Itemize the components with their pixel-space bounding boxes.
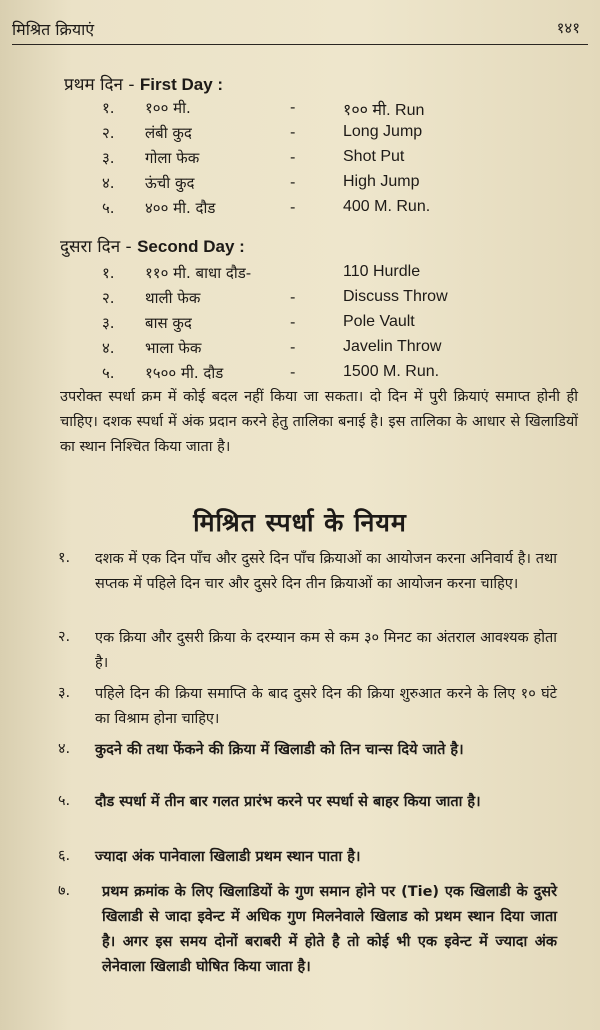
event-english: १०० मी. Run — [343, 102, 425, 119]
event-english: Javelin Throw — [343, 338, 442, 355]
second-day-heading-english: Second Day : — [137, 237, 245, 256]
event-hindi: गोला फेक — [145, 149, 200, 167]
page-number: १४१ — [556, 19, 580, 37]
event-hindi: ऊंची कुद — [145, 174, 195, 192]
second-day-event-row — [0, 338, 600, 362]
chapter-title: मिश्रित क्रियाएं — [12, 20, 95, 39]
event-hindi: थाली फेक — [145, 289, 201, 307]
rule-number: १. — [58, 550, 71, 566]
rule-number: ७. — [58, 883, 71, 899]
event-number: ५. — [102, 199, 115, 217]
event-hindi: बास कुद — [145, 314, 192, 332]
event-english: Long Jump — [343, 123, 423, 140]
rule-text: दशक में एक दिन पाँच और दुसरे दिन पाँच क्रियाओं का आयोजन करना अनिवार्य है। तथा सप्तक में पहिले दिन चार और दुसरे दिन तीन क्रियाओं का आयोजन करना चाहिए। — [95, 551, 557, 592]
event-dash: - — [290, 313, 296, 331]
second-day-event-row — [0, 363, 600, 387]
second-day-heading — [60, 234, 245, 257]
event-english: Shot Put — [343, 148, 405, 165]
event-dash: - — [290, 198, 296, 216]
rules-section-title: मिश्रित स्पर्धा के नियम — [193, 508, 407, 537]
rule-text: प्रथम क्रमांक के लिए खिलाडियों के गुण समान होने पर (Tie) एक खिलाडी के दुसरे खिलाडी से जादा इवेन्ट में अधिक गुण मिलनेवाले खिलाड को प्रथम स्थान दिया जाता है। अगर इस समय दोनों बराबरी में होते है तो कोई भी एक इवेन्ट में ज्यादा अंक लेनेवाला खिलाडी घोषित किया जाता है। — [102, 884, 557, 975]
first-day-event-row — [0, 148, 600, 172]
event-dash: - — [290, 338, 296, 356]
event-number: ४. — [102, 174, 115, 192]
running-header — [12, 18, 588, 45]
event-dash: - — [290, 363, 296, 381]
event-dash: - — [290, 148, 296, 166]
first-day-event-row — [0, 123, 600, 147]
second-day-event-row — [0, 313, 600, 337]
event-hindi: ४०० मी. दौड — [145, 199, 216, 217]
rule-number: ५. — [58, 793, 71, 809]
event-english: 1500 M. Run. — [343, 363, 440, 380]
rule-text: कुदने की तथा फेंकने की क्रिया में खिलाडी को तिन चान्स दिये जाते है। — [95, 742, 464, 758]
rule-number: ४. — [58, 741, 71, 757]
event-hindi: भाला फेक — [145, 339, 202, 357]
intro-paragraph: उपरोक्त स्पर्धा क्रम में कोई बदल नहीं किया जा सकता। दो दिन में पुरी क्रियाएं समाप्त होनी ही चाहिए। दशक स्पर्धा में अंक प्रदान करने हेतु तालिका बनाई है। इस तालिका के आधार से खिलाडियों का स्थान निश्चित किया जाता है। — [60, 389, 578, 455]
rule-text: पहिले दिन की क्रिया समाप्ति के बाद दुसरे दिन की क्रिया शुरुआत करने के लिए १० घंटे का विश्राम होना चाहिए। — [95, 686, 557, 727]
event-english: 400 M. Run. — [343, 198, 431, 215]
event-dash: - — [290, 173, 296, 191]
event-english: 110 Hurdle — [343, 263, 421, 280]
event-hindi: १५०० मी. दौड — [145, 364, 224, 382]
event-dash: - — [290, 288, 296, 306]
rule-text: ज्यादा अंक पानेवाला खिलाडी प्रथम स्थान पाता है। — [95, 849, 361, 865]
event-english: Discuss Throw — [343, 288, 448, 305]
first-day-heading-hindi: प्रथम दिन - — [64, 75, 135, 95]
second-day-event-row — [0, 263, 600, 287]
event-hindi: ११० मी. बाधा दौड- — [145, 264, 252, 282]
rule-number: ३. — [58, 685, 71, 701]
rule-text: दौड स्पर्धा में तीन बार गलत प्रारंभ करने पर स्पर्धा से बाहर किया जाता है। — [95, 794, 481, 810]
rule-text: एक क्रिया और दुसरी क्रिया के दरम्यान कम से कम ३० मिनट का अंतराल आवश्यक होता है। — [95, 630, 557, 671]
event-number: ३. — [102, 314, 115, 332]
event-number: २. — [102, 289, 115, 307]
event-number: ४. — [102, 339, 115, 357]
event-hindi: लंबी कुद — [145, 124, 192, 142]
rule-number: २. — [58, 629, 71, 645]
second-day-heading-hindi: दुसरा दिन - — [60, 237, 132, 257]
first-day-heading — [64, 72, 223, 95]
event-number: १. — [102, 264, 115, 282]
first-day-heading-english: First Day : — [139, 75, 224, 94]
event-number: १. — [102, 99, 115, 117]
event-hindi: १०० मी. — [145, 99, 191, 117]
event-number: २. — [102, 124, 115, 142]
event-number: ३. — [102, 149, 115, 167]
first-day-event-row — [0, 98, 600, 122]
first-day-event-row — [0, 198, 600, 222]
event-english: High Jump — [343, 173, 420, 190]
event-dash: - — [290, 123, 296, 141]
event-english: Pole Vault — [343, 313, 415, 330]
first-day-event-row — [0, 173, 600, 197]
second-day-event-row — [0, 288, 600, 312]
rule-number: ६. — [58, 848, 71, 864]
event-dash: - — [290, 98, 296, 116]
event-number: ५. — [102, 364, 115, 382]
